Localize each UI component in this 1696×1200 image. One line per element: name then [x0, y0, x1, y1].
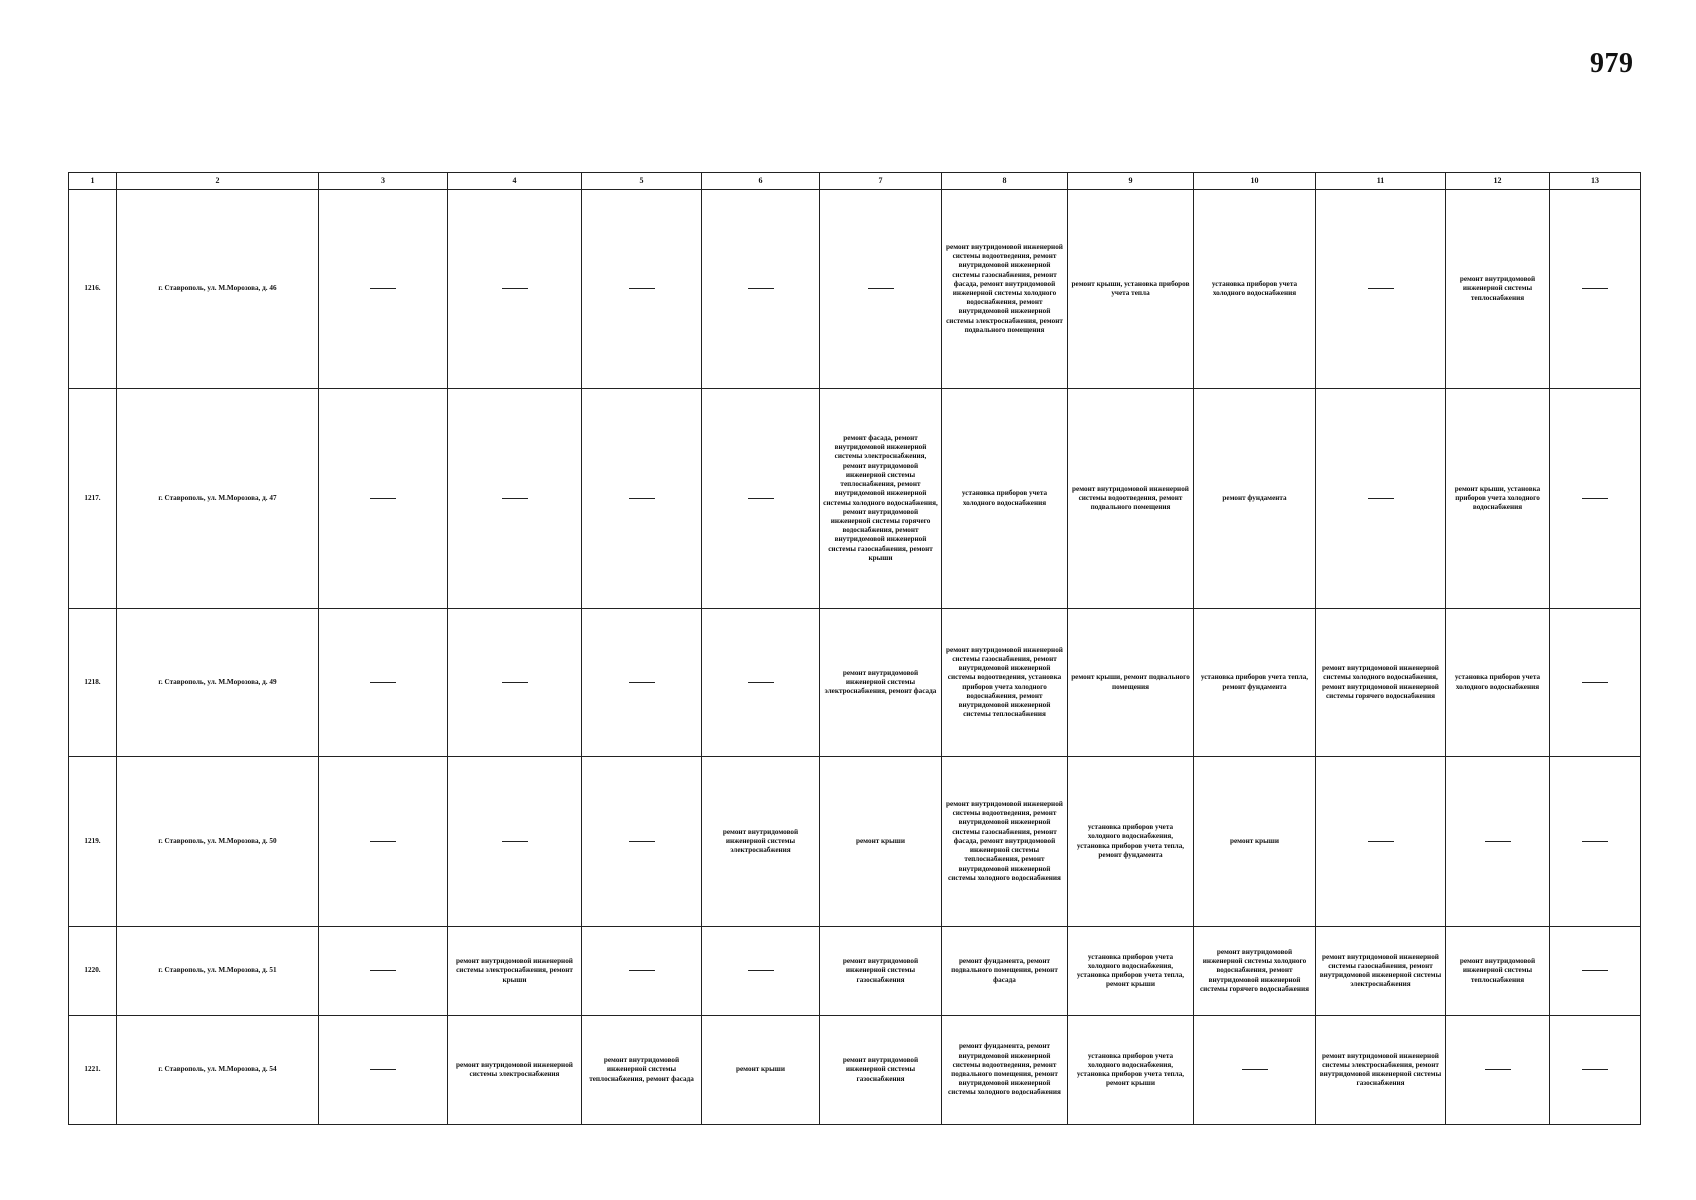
dash-mark: [1485, 841, 1511, 842]
empty-cell: [1446, 1016, 1550, 1125]
address-cell: г. Ставрополь, ул. М.Морозова, д. 47: [117, 389, 319, 609]
work-cell: установка приборов учета тепла, ремонт фундамента: [1194, 609, 1316, 757]
work-cell: ремонт внутридомовой инженерной системы электроснабжения: [448, 1016, 582, 1125]
work-cell: ремонт крыши, ремонт подвального помещения: [1068, 609, 1194, 757]
dash-mark: [868, 288, 894, 289]
table-row: [69, 757, 1641, 927]
dash-mark: [370, 288, 396, 289]
work-cell: установка приборов учета холодного водоснабжения: [1194, 190, 1316, 389]
capital-repair-table: [68, 172, 1641, 1125]
column-header: 12: [1446, 173, 1550, 190]
empty-cell: [582, 927, 702, 1016]
dash-mark: [1582, 841, 1608, 842]
empty-cell: [448, 190, 582, 389]
row-number: 1218.: [69, 609, 117, 757]
empty-cell: [702, 927, 820, 1016]
column-number-row: [69, 173, 1641, 190]
column-header: 13: [1550, 173, 1641, 190]
dash-mark: [1368, 841, 1394, 842]
dash-mark: [748, 970, 774, 971]
empty-cell: [1550, 190, 1641, 389]
address-cell: г. Ставрополь, ул. М.Морозова, д. 46: [117, 190, 319, 389]
work-cell: установка приборов учета холодного водоснабжения, установка приборов учета тепла, ремонт фундамента: [1068, 757, 1194, 927]
column-header: 1: [69, 173, 117, 190]
work-cell: установка приборов учета холодного водоснабжения: [942, 389, 1068, 609]
work-cell: установка приборов учета холодного водоснабжения: [1446, 609, 1550, 757]
dash-mark: [748, 288, 774, 289]
dash-mark: [1485, 1069, 1511, 1070]
empty-cell: [448, 609, 582, 757]
table-row: [69, 389, 1641, 609]
empty-cell: [1550, 389, 1641, 609]
work-cell: ремонт внутридомовой инженерной системы водоотведения, ремонт подвального помещения: [1068, 389, 1194, 609]
table-row: [69, 1016, 1641, 1125]
column-header: 5: [582, 173, 702, 190]
empty-cell: [448, 757, 582, 927]
work-cell: ремонт крыши: [702, 1016, 820, 1125]
work-cell: ремонт внутридомовой инженерной системы газоснабжения: [820, 927, 942, 1016]
column-header: 6: [702, 173, 820, 190]
table-row: [69, 609, 1641, 757]
empty-cell: [1316, 190, 1446, 389]
work-cell: ремонт крыши: [820, 757, 942, 927]
page-number: 979: [1590, 48, 1634, 79]
column-header: 7: [820, 173, 942, 190]
empty-cell: [820, 190, 942, 389]
empty-cell: [319, 389, 448, 609]
empty-cell: [1550, 609, 1641, 757]
empty-cell: [582, 757, 702, 927]
column-header: 10: [1194, 173, 1316, 190]
column-header: 11: [1316, 173, 1446, 190]
work-cell: ремонт внутридомовой инженерной системы водоотведения, ремонт внутридомовой инженерной системы газоснабжения, ремонт фасада, ремонт внутридомовой инженерной системы теплоснабжения, ремонт внутридомовой инженерной системы холодного водоснабжения: [942, 757, 1068, 927]
empty-cell: [1550, 757, 1641, 927]
work-cell: ремонт внутридомовой инженерной системы газоснабжения, ремонт внутридомовой инженерной системы водоотведения, установка приборов учета холодного водоснабжения, ремонт внутридомовой инженерной системы теплоснабжения: [942, 609, 1068, 757]
address-cell: г. Ставрополь, ул. М.Морозова, д. 51: [117, 927, 319, 1016]
work-cell: установка приборов учета холодного водоснабжения, установка приборов учета тепла, ремонт крыши: [1068, 927, 1194, 1016]
dash-mark: [1582, 498, 1608, 499]
empty-cell: [702, 190, 820, 389]
dash-mark: [1582, 1069, 1608, 1070]
work-cell: установка приборов учета холодного водоснабжения, установка приборов учета тепла, ремонт крыши: [1068, 1016, 1194, 1125]
empty-cell: [319, 190, 448, 389]
dash-mark: [629, 970, 655, 971]
row-number: 1219.: [69, 757, 117, 927]
empty-cell: [319, 927, 448, 1016]
work-cell: ремонт внутридомовой инженерной системы электроснабжения: [702, 757, 820, 927]
empty-cell: [1550, 1016, 1641, 1125]
dash-mark: [1582, 970, 1608, 971]
dash-mark: [748, 498, 774, 499]
empty-cell: [319, 757, 448, 927]
column-header: 4: [448, 173, 582, 190]
work-cell: ремонт внутридомовой инженерной системы электроснабжения, ремонт внутридомовой инженерной системы газоснабжения: [1316, 1016, 1446, 1125]
dash-mark: [370, 970, 396, 971]
empty-cell: [1194, 1016, 1316, 1125]
empty-cell: [1316, 389, 1446, 609]
empty-cell: [1316, 757, 1446, 927]
dash-mark: [629, 288, 655, 289]
empty-cell: [702, 389, 820, 609]
work-cell: ремонт фасада, ремонт внутридомовой инженерной системы электроснабжения, ремонт внутридомовой инженерной системы теплоснабжения, ремонт внутридомовой инженерной системы холодного водоснабжения, ремонт внутридомовой инженерной системы горячего водоснабжения, ремонт внутридомовой инженерной системы газоснабжения, ремонт крыши: [820, 389, 942, 609]
dash-mark: [1368, 498, 1394, 499]
dash-mark: [1582, 288, 1608, 289]
row-number: 1221.: [69, 1016, 117, 1125]
empty-cell: [448, 389, 582, 609]
dash-mark: [629, 682, 655, 683]
work-cell: ремонт внутридомовой инженерной системы водоотведения, ремонт внутридомовой инженерной системы газоснабжения, ремонт фасада, ремонт внутридомовой инженерной системы холодного водоснабжения, ремонт внутридомовой инженерной системы электроснабжения, ремонт подвального помещения: [942, 190, 1068, 389]
table-row: [69, 190, 1641, 389]
empty-cell: [582, 609, 702, 757]
address-cell: г. Ставрополь, ул. М.Морозова, д. 54: [117, 1016, 319, 1125]
dash-mark: [502, 841, 528, 842]
work-cell: ремонт фундамента: [1194, 389, 1316, 609]
dash-mark: [748, 682, 774, 683]
column-header: 2: [117, 173, 319, 190]
work-cell: ремонт внутридомовой инженерной системы теплоснабжения: [1446, 190, 1550, 389]
row-number: 1220.: [69, 927, 117, 1016]
work-cell: ремонт крыши, установка приборов учета тепла: [1068, 190, 1194, 389]
address-cell: г. Ставрополь, ул. М.Морозова, д. 49: [117, 609, 319, 757]
dash-mark: [629, 841, 655, 842]
dash-mark: [502, 288, 528, 289]
dash-mark: [502, 498, 528, 499]
column-header: 9: [1068, 173, 1194, 190]
dash-mark: [370, 498, 396, 499]
work-cell: ремонт фундамента, ремонт внутридомовой инженерной системы водоотведения, ремонт подвального помещения, ремонт внутридомовой инженерной системы холодного водоснабжения: [942, 1016, 1068, 1125]
dash-mark: [1242, 1069, 1268, 1070]
column-header: 3: [319, 173, 448, 190]
work-cell: ремонт внутридомовой инженерной системы электроснабжения, ремонт фасада: [820, 609, 942, 757]
work-cell: ремонт внутридомовой инженерной системы теплоснабжения, ремонт фасада: [582, 1016, 702, 1125]
empty-cell: [582, 389, 702, 609]
work-cell: ремонт внутридомовой инженерной системы теплоснабжения: [1446, 927, 1550, 1016]
dash-mark: [370, 1069, 396, 1070]
empty-cell: [1550, 927, 1641, 1016]
dash-mark: [502, 682, 528, 683]
dash-mark: [1582, 682, 1608, 683]
empty-cell: [702, 609, 820, 757]
work-cell: ремонт внутридомовой инженерной системы газоснабжения: [820, 1016, 942, 1125]
work-cell: ремонт внутридомовой инженерной системы газоснабжения, ремонт внутридомовой инженерной системы электроснабжения: [1316, 927, 1446, 1016]
column-header: 8: [942, 173, 1068, 190]
address-cell: г. Ставрополь, ул. М.Морозова, д. 50: [117, 757, 319, 927]
dash-mark: [1368, 288, 1394, 289]
empty-cell: [1446, 757, 1550, 927]
work-cell: ремонт внутридомовой инженерной системы холодного водоснабжения, ремонт внутридомовой инженерной системы горячего водоснабжения: [1194, 927, 1316, 1016]
work-cell: ремонт внутридомовой инженерной системы холодного водоснабжения, ремонт внутридомовой инженерной системы горячего водоснабжения: [1316, 609, 1446, 757]
work-cell: ремонт внутридомовой инженерной системы электроснабжения, ремонт крыши: [448, 927, 582, 1016]
dash-mark: [629, 498, 655, 499]
table-row: [69, 927, 1641, 1016]
row-number: 1216.: [69, 190, 117, 389]
work-cell: ремонт крыши: [1194, 757, 1316, 927]
dash-mark: [370, 841, 396, 842]
work-cell: ремонт крыши, установка приборов учета холодного водоснабжения: [1446, 389, 1550, 609]
empty-cell: [582, 190, 702, 389]
empty-cell: [319, 1016, 448, 1125]
row-number: 1217.: [69, 389, 117, 609]
dash-mark: [370, 682, 396, 683]
work-cell: ремонт фундамента, ремонт подвального помещения, ремонт фасада: [942, 927, 1068, 1016]
empty-cell: [319, 609, 448, 757]
